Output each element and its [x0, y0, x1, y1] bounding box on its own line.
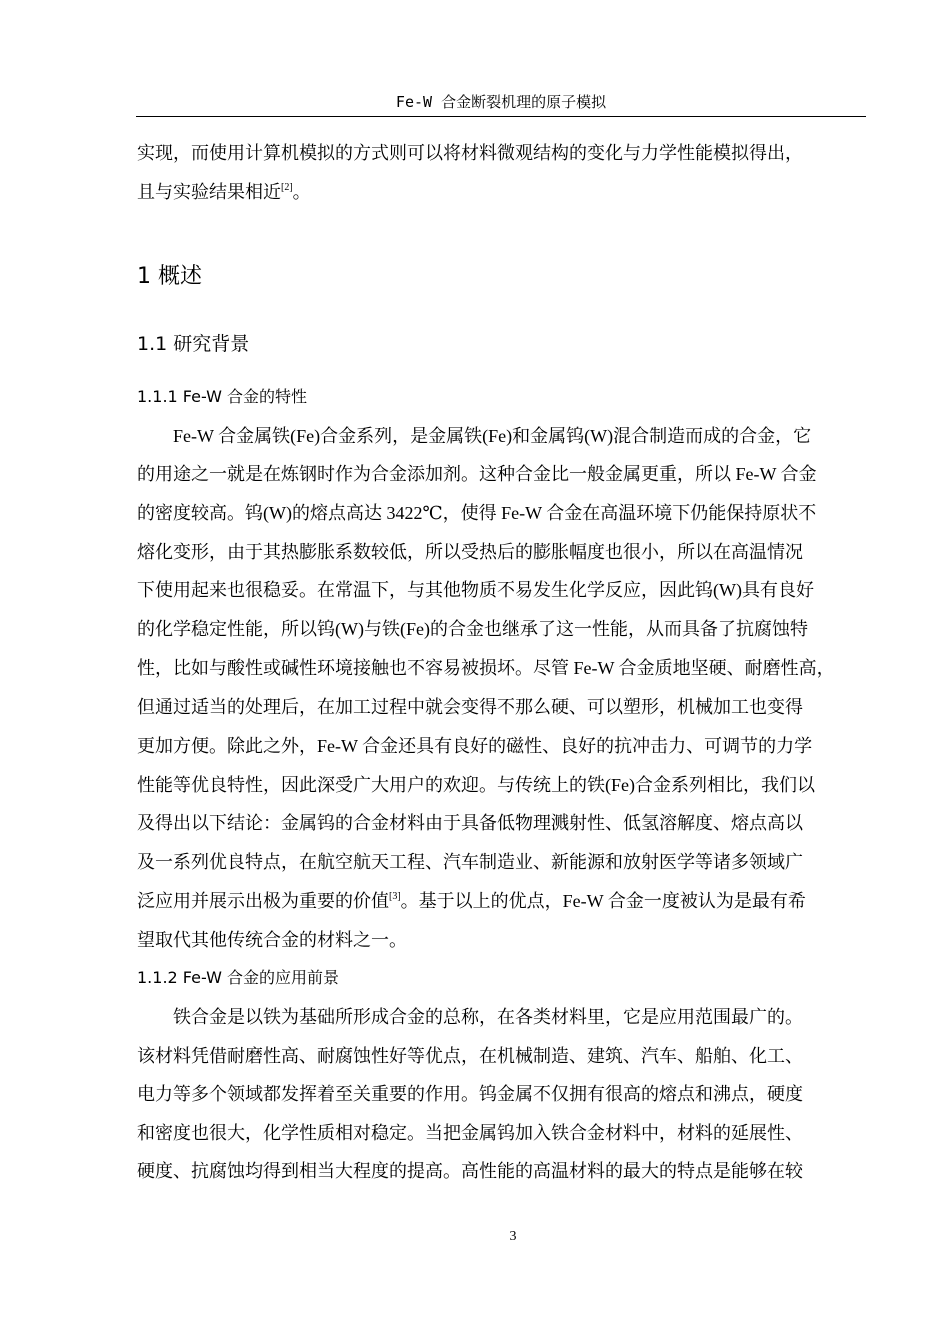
paragraph-line: 的化学稳定性能，所以钨(W)与铁(Fe)的合金也继承了这一性能，从而具备了抗腐蚀特	[137, 619, 808, 639]
paragraph-line: 更加方便。除此之外，Fe-W 合金还具有良好的磁性、良好的抗冲击力、可调节的力学	[137, 736, 813, 756]
paragraph-line: 但通过适当的处理后，在加工过程中就会变得不那么硬、可以塑形，机械加工也变得	[137, 697, 803, 717]
intro-line-2-text: 且与实验结果相近	[137, 182, 281, 202]
chapter-heading: 1 概述	[137, 264, 202, 289]
paragraph-line: 性，比如与酸性或碱性环境接触也不容易被损坏。尽管 Fe-W 合金质地坚硬、耐磨性高，	[137, 658, 835, 678]
paragraph-line: 该材料凭借耐磨性高、耐腐蚀性好等优点，在机械制造、建筑、汽车、船舶、化工、	[137, 1046, 803, 1066]
paragraph-line-text: 泛应用并展示出极为重要的价值	[137, 891, 389, 911]
paragraph-line: 硬度、抗腐蚀均得到相当大程度的提高。高性能的高温材料的最大的特点是能够在较	[137, 1161, 803, 1181]
section-heading: 1.1 研究背景	[137, 333, 250, 355]
paragraph-line: 电力等多个领域都发挥着至关重要的作用。钨金属不仅拥有很高的熔点和沸点，硬度	[137, 1084, 803, 1104]
citation-ref-2: [2]	[281, 182, 293, 193]
paragraph-line: 及得出以下结论：金属钨的合金材料由于具备低物理溅射性、低氢溶解度、熔点高以	[137, 813, 803, 833]
paragraph-line: Fe-W 合金属铁(Fe)合金系列，是金属铁(Fe)和金属钨(W)混合制造而成的合金，它	[173, 426, 812, 446]
paragraph-line: 铁合金是以铁为基础所形成合金的总称，在各类材料里，它是应用范围最广的。	[173, 1007, 803, 1027]
subsection-heading-1: 1.1.1 Fe-W 合金的特性	[137, 387, 308, 406]
paragraph-line	[137, 889, 806, 913]
intro-line-1: 实现，而使用计算机模拟的方式则可以将材料微观结构的变化与力学性能模拟得出，	[137, 143, 803, 163]
paragraph-line: 和密度也很大，化学性质相对稳定。当把金属钨加入铁合金材料中，材料的延展性、	[137, 1123, 803, 1143]
paragraph-line-text: 。基于以上的优点，Fe-W 合金一度被认为是最有希	[400, 891, 806, 911]
intro-line-2	[137, 180, 311, 204]
subsection-heading-2: 1.1.2 Fe-W 合金的应用前景	[137, 968, 340, 987]
paragraph-line: 的用途之一就是在炼钢时作为合金添加剂。这种合金比一般金属更重，所以 Fe-W 合金	[137, 464, 817, 484]
paragraph-line: 望取代其他传统合金的材料之一。	[137, 930, 407, 950]
intro-line-2-end: 。	[292, 182, 311, 202]
paragraph-line: 下使用起来也很稳妥。在常温下，与其他物质不易发生化学反应，因此钨(W)具有良好	[137, 580, 814, 600]
paragraph-line: 的密度较高。钨(W)的熔点高达 3422℃，使得 Fe-W 合金在高温环境下仍能保持原状不	[137, 503, 817, 523]
paragraph-line: 及一系列优良特点，在航空航天工程、汽车制造业、新能源和放射医学等诸多领域广	[137, 852, 803, 872]
page-number: 3	[509, 1229, 517, 1244]
paragraph-line: 熔化变形，由于其热膨胀系数较低，所以受热后的膨胀幅度也很小，所以在高温情况	[137, 542, 803, 562]
citation-ref-3: [3]	[389, 891, 401, 902]
paragraph-line: 性能等优良特性，因此深受广大用户的欢迎。与传统上的铁(Fe)合金系列相比，我们以	[137, 775, 815, 795]
running-header: Fe-W 合金断裂机理的原子模拟	[136, 90, 866, 117]
